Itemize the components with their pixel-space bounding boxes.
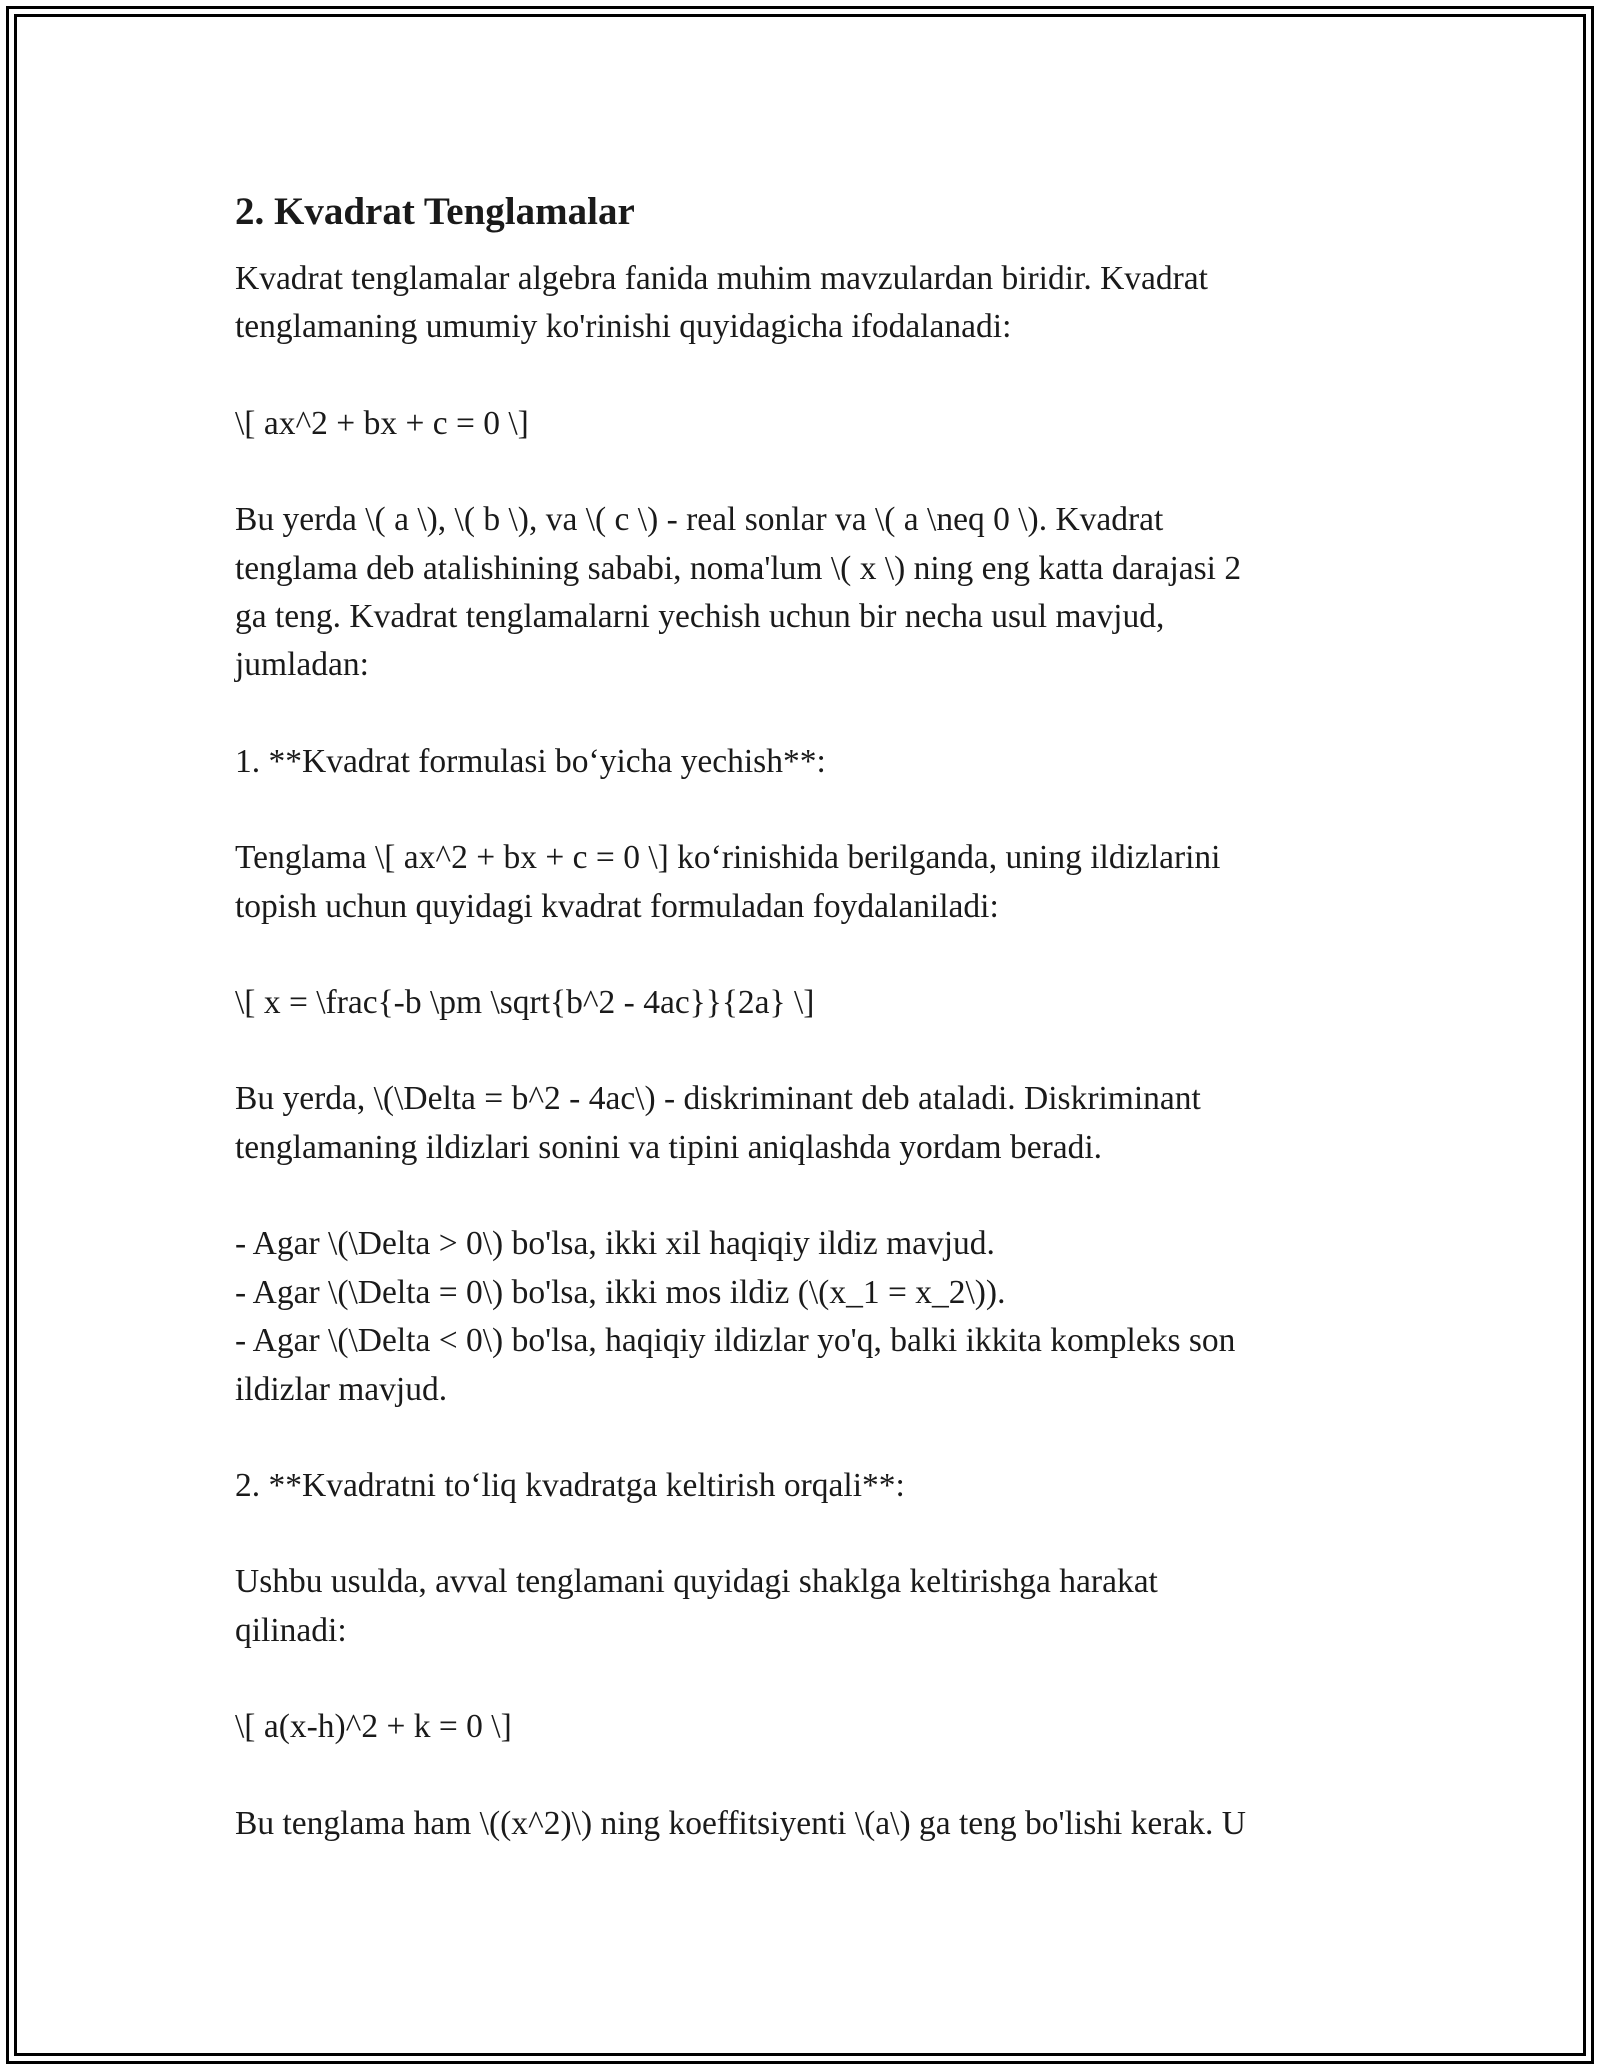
closing-paragraph: Bu tenglama ham \((x^2)\) ning koeffitsiyenti \(a\) ga teng bo'lishi kerak. U — [235, 1804, 1247, 1842]
discriminant-cases-list: - Agar \(\Delta > 0\) bo'lsa, ikki xil haqiqiy ildiz mavjud. - Agar \(\Delta = 0\) bo'lsa, ikki mos ildiz (\(x_1 = x_2\)). - Agar \(\Delta < 0\) bo'lsa, haqiqiy ildizlar yo'q, balki ikkita kompleks son ildizlar mavjud. — [235, 1225, 1236, 1408]
discriminant-paragraph: Bu yerda, \(\Delta = b^2 - 4ac\) - diskriminant deb ataladi. Diskriminant tenglamaning ildizlari sonini va tipini aniqlashda yordam beradi. — [235, 1080, 1201, 1166]
quadratic-formula: \[ x = \frac{-b \pm \sqrt{b^2 - 4ac}}{2a} \] — [235, 984, 815, 1022]
method-2-heading: 2. **Kvadratni to‘liq kvadratga keltirish orqali**: — [235, 1466, 905, 1504]
method-1-heading: 1. **Kvadrat formulasi bo‘yicha yechish**: — [235, 742, 826, 780]
coefficients-paragraph: Bu yerda \( a \), \( b \), va \( c \) - real sonlar va \( a \neq 0 \). Kvadrat tenglama deb atalishining sababi, noma'lum \( x \) ning eng katta darajasi 2 ga teng. Kvadrat tenglamalarni yechish uchun bir necha usul mavjud, jumladan: — [235, 501, 1242, 684]
general-equation: \[ ax^2 + bx + c = 0 \] — [235, 404, 529, 442]
method-1-description: Tenglama \[ ax^2 + bx + c = 0 \] ko‘rinishida berilganda, uning ildizlarini topish uchun quyidagi kvadrat formuladan foydalaniladi: — [235, 839, 1221, 925]
intro-paragraph: Kvadrat tenglamalar algebra fanida muhim mavzulardan biridir. Kvadrat tenglamaning umumiy ko'rinishi quyidagicha ifodalanadi: — [235, 260, 1208, 346]
section-heading: 2. Kvadrat Tenglamalar — [235, 190, 635, 233]
document-body — [235, 186, 1365, 1848]
method-2-description: Ushbu usulda, avval tenglamani quyidagi shaklga keltirishga harakat qilinadi: — [235, 1563, 1158, 1649]
vertex-form-equation: \[ a(x-h)^2 + k = 0 \] — [235, 1708, 512, 1746]
